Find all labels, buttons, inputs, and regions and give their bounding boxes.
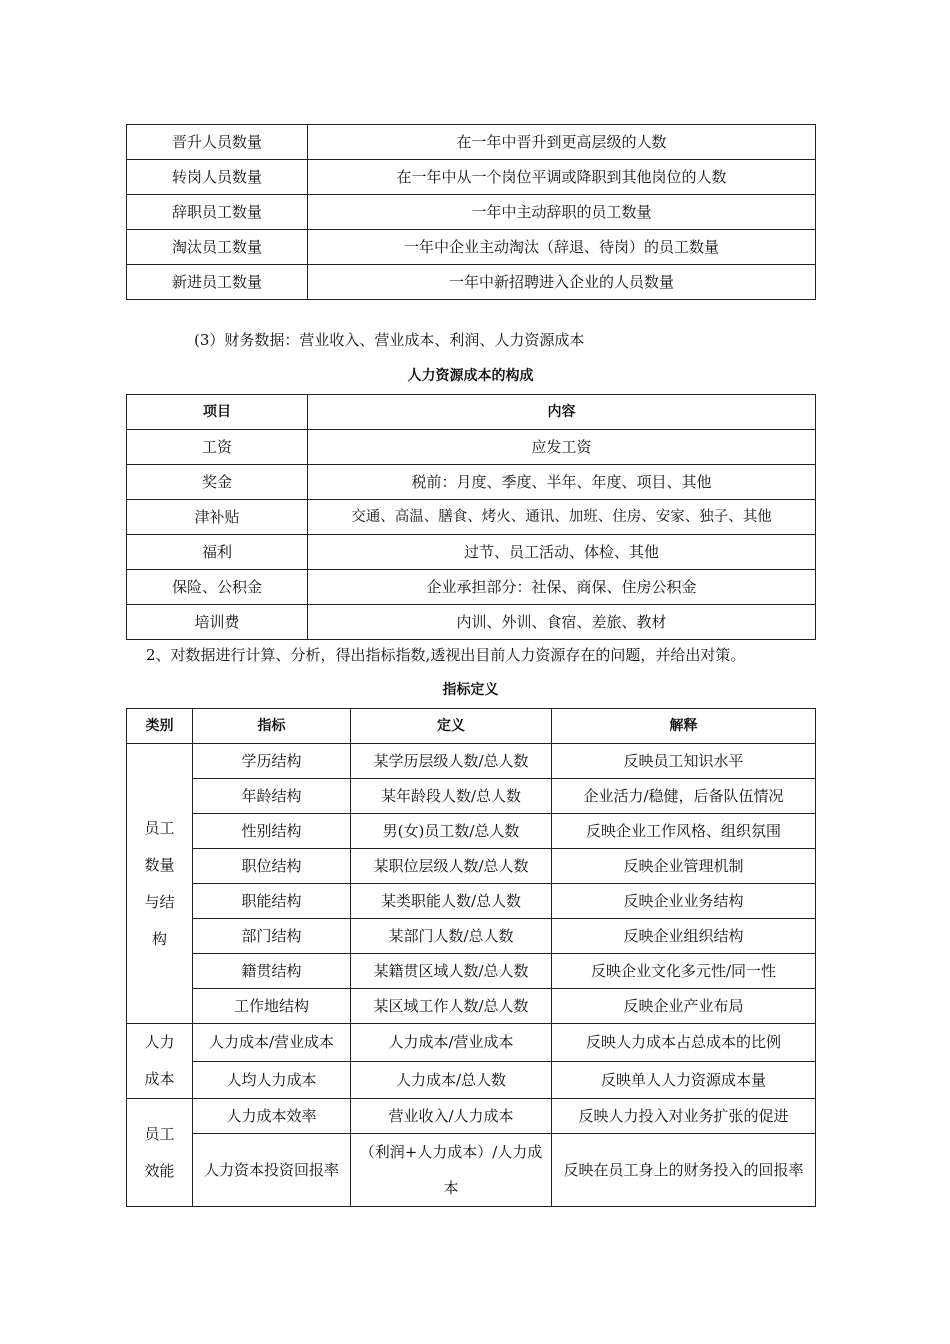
category-efficiency: 员工效能	[127, 1099, 193, 1207]
cost-content: 应发工资	[308, 430, 816, 465]
table-row	[127, 1099, 816, 1134]
table-row	[127, 849, 816, 884]
table-row	[127, 989, 816, 1024]
explanation: 反映企业组织结构	[552, 919, 816, 954]
hr-cost-table	[126, 394, 816, 640]
explanation: 企业活力/稳健，后备队伍情况	[552, 779, 816, 814]
indicator: 职位结构	[193, 849, 351, 884]
cost-content: 税前：月度、季度、半年、年度、项目、其他	[308, 465, 816, 500]
table-row	[127, 1061, 816, 1099]
cost-item: 津补贴	[127, 500, 308, 535]
table-row	[127, 744, 816, 779]
cost-item: 福利	[127, 535, 308, 570]
row-desc: 一年中新招聘进入企业的人员数量	[308, 265, 816, 300]
indicator: 籍贯结构	[193, 954, 351, 989]
explanation: 反映人力投入对业务扩张的促进	[552, 1099, 816, 1134]
definition: 男(女)员工数/总人数	[351, 814, 552, 849]
indicator: 部门结构	[193, 919, 351, 954]
explanation: 反映企业管理机制	[552, 849, 816, 884]
table-row	[127, 954, 816, 989]
indicator: 性别结构	[193, 814, 351, 849]
cost-content: 内训、外训、食宿、差旅、教材	[308, 605, 816, 640]
table-header-row	[127, 395, 816, 430]
indicator-definition-table	[126, 708, 816, 1207]
explanation: 反映企业业务结构	[552, 884, 816, 919]
definition: 某部门人数/总人数	[351, 919, 552, 954]
category-staff: 员工数量与结构	[127, 744, 193, 1024]
definition: 某年龄段人数/总人数	[351, 779, 552, 814]
cost-item: 培训费	[127, 605, 308, 640]
row-name: 转岗人员数量	[127, 160, 308, 195]
table-header-row	[127, 709, 816, 744]
indicator: 职能结构	[193, 884, 351, 919]
definition: 人力成本/总人数	[351, 1061, 552, 1099]
table-row	[127, 535, 816, 570]
table-row	[127, 1134, 816, 1207]
row-desc: 在一年中从一个岗位平调或降职到其他岗位的人数	[308, 160, 816, 195]
table-row	[127, 919, 816, 954]
table-row	[127, 160, 816, 195]
row-name: 晋升人员数量	[127, 125, 308, 160]
table-row	[127, 195, 816, 230]
indicator: 人均人力成本	[193, 1061, 351, 1099]
definition: 某职位层级人数/总人数	[351, 849, 552, 884]
table3-title: 指标定义	[442, 682, 499, 698]
row-name: 淘汰员工数量	[127, 230, 308, 265]
row-desc: 在一年中晋升到更高层级的人数	[308, 125, 816, 160]
category-cost: 人力成本	[127, 1024, 193, 1099]
table-row	[127, 570, 816, 605]
row-name: 新进员工数量	[127, 265, 308, 300]
table-row	[127, 779, 816, 814]
table-row	[127, 430, 816, 465]
definition: 某类职能人数/总人数	[351, 884, 552, 919]
header-category: 类别	[127, 709, 193, 744]
header-content: 内容	[308, 395, 816, 430]
cost-content: 企业承担部分：社保、商保、住房公积金	[308, 570, 816, 605]
explanation: 反映在员工身上的财务投入的回报率	[552, 1134, 816, 1207]
indicator: 人力资本投资回报率	[193, 1134, 351, 1207]
paragraph-2: 2、对数据进行计算、分析，得出指标指数,透视出目前人力资源存在的问题，并给出对策。	[146, 646, 746, 664]
table-row	[127, 265, 816, 300]
indicator: 人力成本效率	[193, 1099, 351, 1134]
definition: （利润+人力成本）/人力成本	[351, 1134, 552, 1207]
table2-title: 人力资源成本的构成	[407, 368, 534, 384]
header-item: 项目	[127, 395, 308, 430]
table-row	[127, 500, 816, 535]
table-row	[127, 230, 816, 265]
header-indicator: 指标	[193, 709, 351, 744]
indicator: 工作地结构	[193, 989, 351, 1024]
cost-content: 交通、高温、膳食、烤火、通讯、加班、住房、安家、独子、其他	[308, 500, 816, 535]
explanation: 反映企业工作风格、组织氛围	[552, 814, 816, 849]
cost-item: 工资	[127, 430, 308, 465]
indicator: 学历结构	[193, 744, 351, 779]
row-desc: 一年中主动辞职的员工数量	[308, 195, 816, 230]
table-row	[127, 605, 816, 640]
section3-heading: (3）财务数据：营业收入、营业成本、利润、人力资源成本	[194, 331, 585, 349]
cost-content: 过节、员工活动、体检、其他	[308, 535, 816, 570]
explanation: 反映单人人力资源成本量	[552, 1061, 816, 1099]
table-row	[127, 1024, 816, 1062]
indicator: 人力成本/营业成本	[193, 1024, 351, 1062]
explanation: 反映企业文化多元性/同一性	[552, 954, 816, 989]
table-row	[127, 814, 816, 849]
definition: 人力成本/营业成本	[351, 1024, 552, 1062]
indicator: 年龄结构	[193, 779, 351, 814]
table-row	[127, 465, 816, 500]
definition: 某区域工作人数/总人数	[351, 989, 552, 1024]
explanation: 反映员工知识水平	[552, 744, 816, 779]
table-row	[127, 125, 816, 160]
header-explanation: 解释	[552, 709, 816, 744]
definition: 营业收入/人力成本	[351, 1099, 552, 1134]
cost-item: 奖金	[127, 465, 308, 500]
cost-item: 保险、公积金	[127, 570, 308, 605]
definition: 某学历层级人数/总人数	[351, 744, 552, 779]
table-row	[127, 884, 816, 919]
personnel-flow-table	[126, 124, 816, 300]
row-name: 辞职员工数量	[127, 195, 308, 230]
explanation: 反映企业产业布局	[552, 989, 816, 1024]
row-desc: 一年中企业主动淘汰（辞退、待岗）的员工数量	[308, 230, 816, 265]
definition: 某籍贯区域人数/总人数	[351, 954, 552, 989]
header-definition: 定义	[351, 709, 552, 744]
explanation: 反映人力成本占总成本的比例	[552, 1024, 816, 1062]
